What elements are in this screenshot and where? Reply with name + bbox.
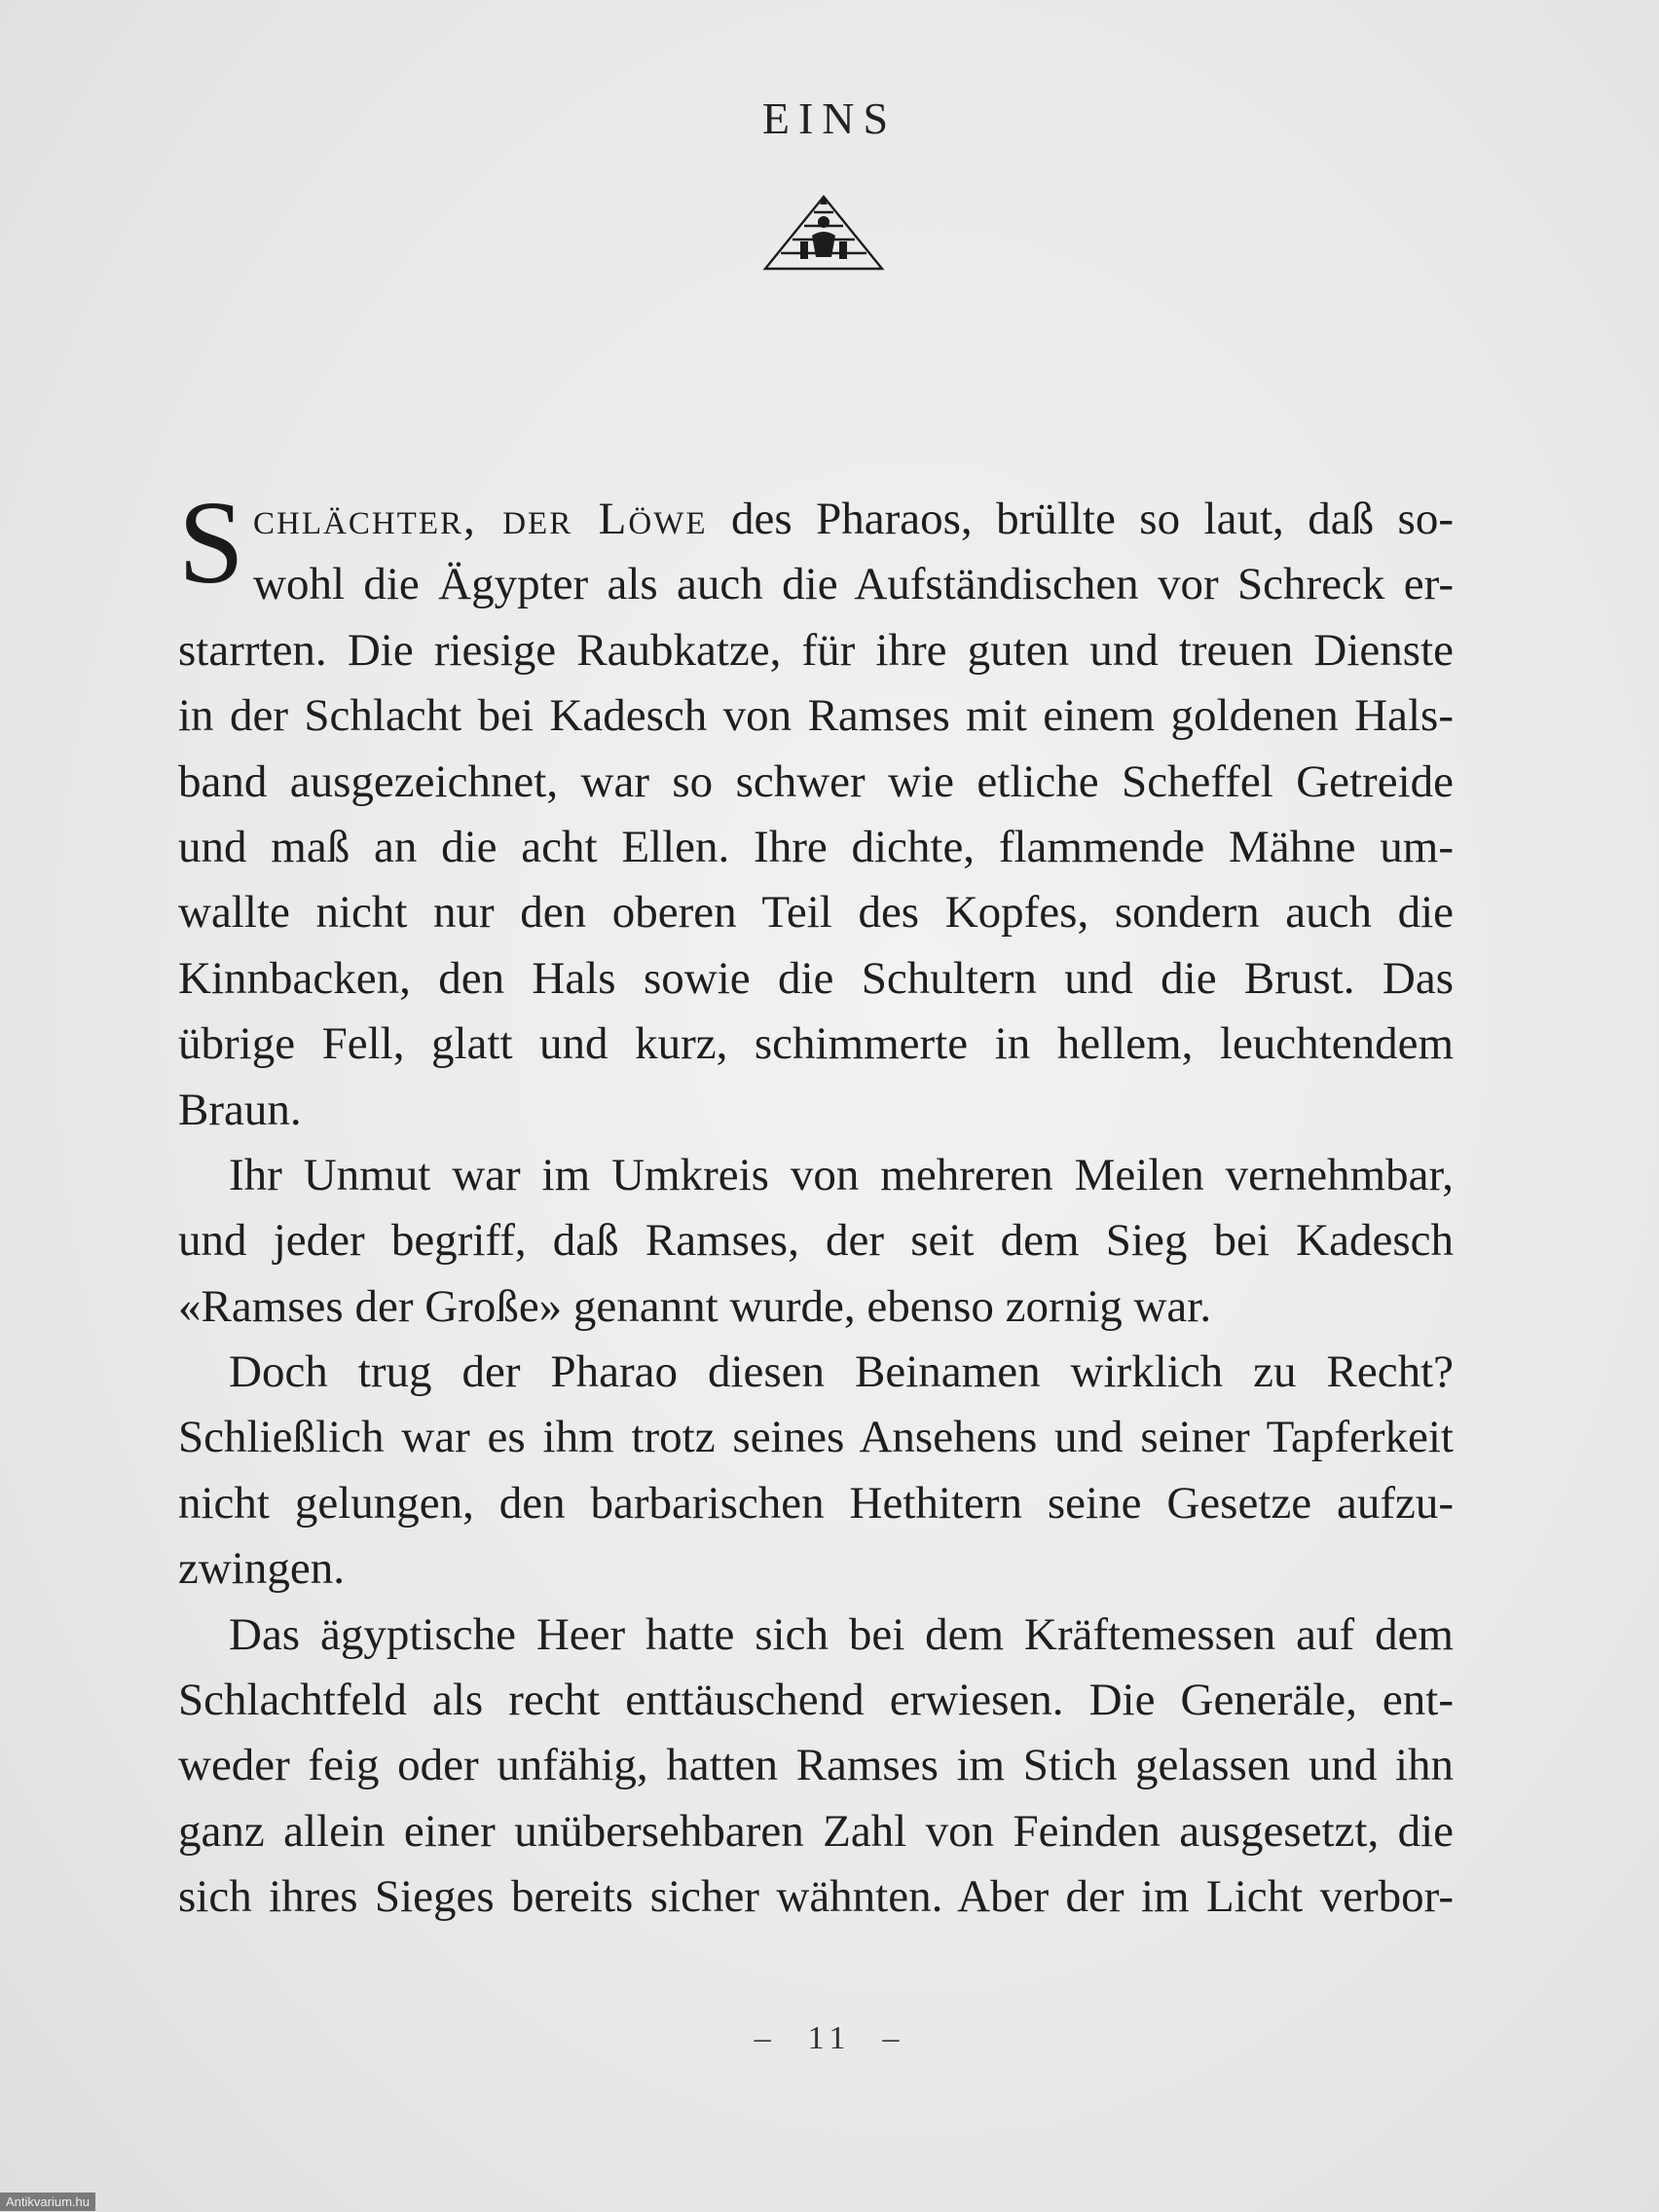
text-line [178,487,1454,552]
page-number: 11 [807,2020,852,2056]
text-line: und jeder begriff, daß Ramses, der seit dem Sieg bei Kadesch [178,1215,1454,1267]
page-footer [0,2020,1659,2057]
paragraph [178,1603,1454,1931]
text-line: Ihr Unmut war im Umkreis von mehreren Meilen vernehmbar, [229,1149,1454,1200]
footer-dash-left: – [754,2020,777,2056]
text-line: nicht gelungen, den barbarischen Hethitern seine Gesetze aufzu- [178,1477,1454,1529]
text-line: «Ramses der Große» genannt wurde, ebenso zornig war. [178,1280,1212,1332]
text-line: ganz allein einer unübersehbaren Zahl von Feinden ausgesetzt, die [178,1805,1454,1857]
text-line: band ausgezeichnet, war so schwer wie etliche Scheffel Getreide [178,756,1454,807]
text-line: starrten. Die riesige Raubkatze, für ihre guten und treuen Dienste [178,624,1454,676]
text-line: Kinnbacken, den Hals sowie die Schultern und die Brust. Das [178,952,1454,1004]
chapter-title: EINS [761,93,898,143]
text-line: weder feig oder unfähig, hatten Ramses im Stich gelassen und ihn [178,1740,1454,1791]
text-line: und maß an die acht Ellen. Ihre dichte, flammende Mähne um- [178,821,1454,872]
paragraph [178,1143,1454,1340]
text-line: Schlachtfeld als recht enttäuschend erwiesen. Die Generäle, ent- [178,1675,1454,1726]
text-line: Das ägyptische Heer hatte sich bei dem Kräftemessen auf dem [229,1608,1454,1660]
pyramid-ornament-icon [761,193,886,273]
footer-dash-right: – [882,2020,905,2056]
paragraph [178,487,1454,1143]
text-line: wallte nicht nur den oberen Teil des Kopfes, sondern auch die [178,887,1454,939]
paragraph [178,1340,1454,1603]
text-line: Braun. [178,1084,302,1135]
text-line-rest: des Pharaos, brüllte so laut, daß so- [707,494,1454,544]
drop-cap: S [178,477,244,608]
chapter-body [178,487,1454,1931]
text-line: zwingen. [178,1543,345,1595]
text-line: wohl die Ägypter als auch die Aufständischen vor Schreck er- [253,559,1454,610]
text-line: in der Schlacht bei Kadesch von Ramses mit einem goldenen Hals- [178,690,1454,742]
text-line: Doch trug der Pharao diesen Beinamen wirklich zu Recht? [229,1346,1454,1398]
lead-smallcaps: chlächter, der Löwe [253,494,708,544]
watermark: Antikvarium.hu [0,2193,95,2211]
text-line: übrige Fell, glatt und kurz, schimmerte in hellem, leuchtendem [178,1018,1454,1070]
text-line: Schließlich war es ihm trotz seines Ansehens und seiner Tapferkeit [178,1412,1454,1463]
text-line: sich ihres Sieges bereits sicher wähnten. Aber der im Licht verbor- [178,1871,1454,1923]
